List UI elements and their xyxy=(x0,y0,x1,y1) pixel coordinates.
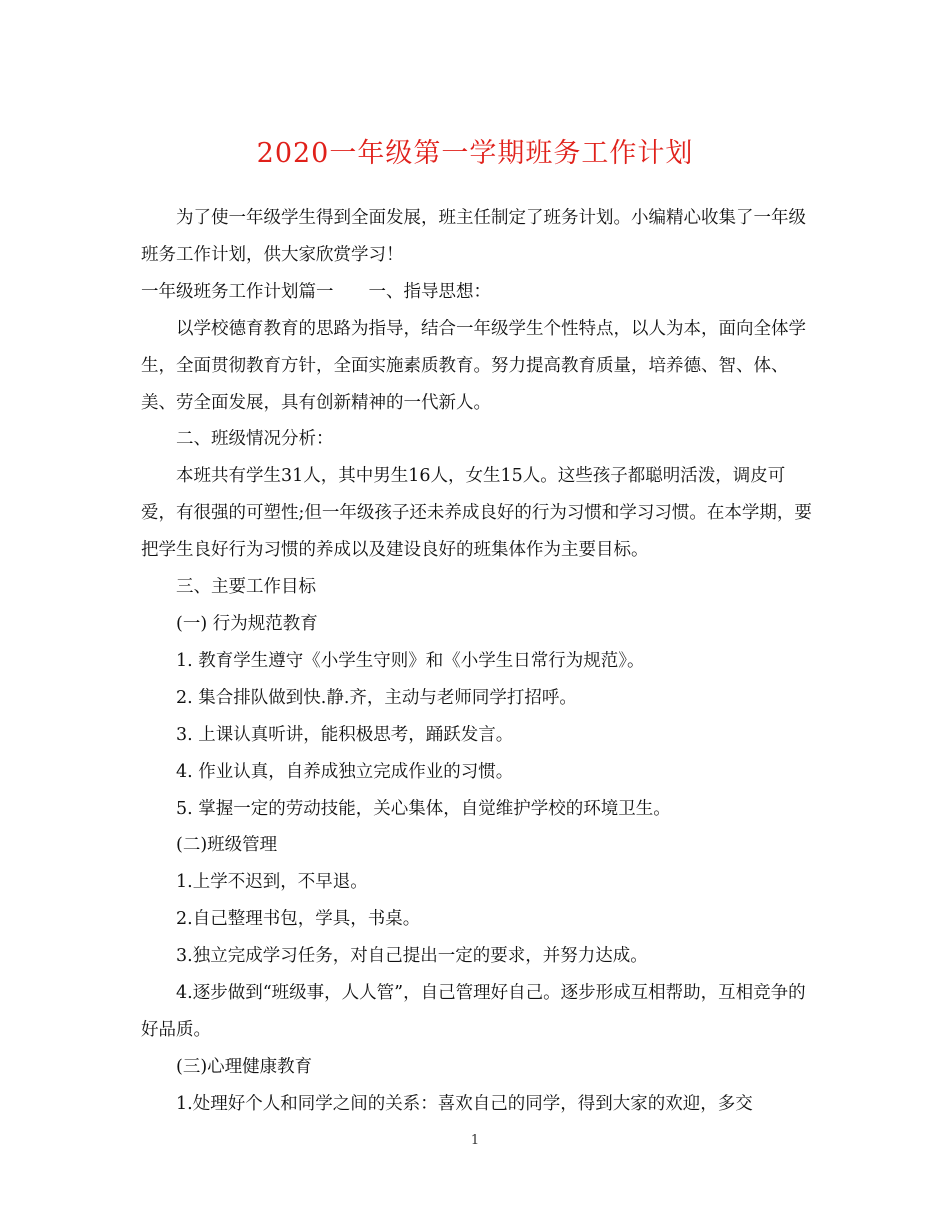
heading-class-analysis: 二、班级情况分析： xyxy=(176,429,334,450)
paragraph-class-analysis: 本班共有学生31人，其中男生16人，女生15人。这些孩子都聪明活泼，调皮可爱，有很强的可塑性;但一年级孩子还未养成良好的行为习惯和学习习惯。在本学期，要把学生良好行为习惯的养成以及建设良好的班集体作为主要目标。 xyxy=(141,466,812,561)
paragraph-section-header: 一年级班务工作计划篇一 一、指导思想： xyxy=(141,281,491,302)
list-item: 1. 教育学生遵守《小学生守则》和《小学生日常行为规范》。 xyxy=(176,650,645,671)
list-item: 3. 上课认真听讲，能积极思考，踊跃发言。 xyxy=(176,724,514,745)
document-body xyxy=(141,200,813,1123)
paragraph-guiding-thought: 以学校德育教育的思路为指导，结合一年级学生个性特点，以人为本，面向全体学生，全面贯彻教育方针，全面实施素质教育。努力提高教育质量，培养德、智、体、美、劳全面发展，具有创新精神的一代新人。 xyxy=(141,318,806,413)
list-item: 2. 集合排队做到快.静.齐，主动与老师同学打招呼。 xyxy=(176,687,577,708)
list-item: 4. 作业认真，自养成独立完成作业的习惯。 xyxy=(176,761,514,782)
heading-main-goals: 三、主要工作目标 xyxy=(176,577,316,598)
list-item: 1.上学不迟到，不早退。 xyxy=(176,872,368,893)
document-title: 2020一年级第一学期班务工作计划 xyxy=(256,138,694,169)
heading-class-management: (二)班级管理 xyxy=(176,835,278,856)
list-item: 2.自己整理书包，学具，书桌。 xyxy=(176,909,421,930)
heading-mental-health: (三)心理健康教育 xyxy=(176,1056,313,1077)
list-item: 1.处理好个人和同学之间的关系：喜欢自己的同学，得到大家的欢迎，多交 xyxy=(176,1093,753,1114)
paragraph-intro: 为了使一年级学生得到全面发展，班主任制定了班务计划。小编精心收集了一年级班务工作计划，供大家欣赏学习！ xyxy=(141,208,806,265)
list-item: 5. 掌握一定的劳动技能，关心集体，自觉维护学校的环境卫生。 xyxy=(176,798,671,819)
page-number: 1 xyxy=(470,1133,480,1148)
heading-behavior-education: (一) 行为规范教育 xyxy=(176,613,318,634)
list-item: 4.逐步做到“班级事，人人管”，自己管理好自己。逐步形成互相帮助，互相竞争的好品质。 xyxy=(141,983,806,1040)
list-item: 3.独立完成学习任务，对自己提出一定的要求，并努力达成。 xyxy=(176,946,648,967)
